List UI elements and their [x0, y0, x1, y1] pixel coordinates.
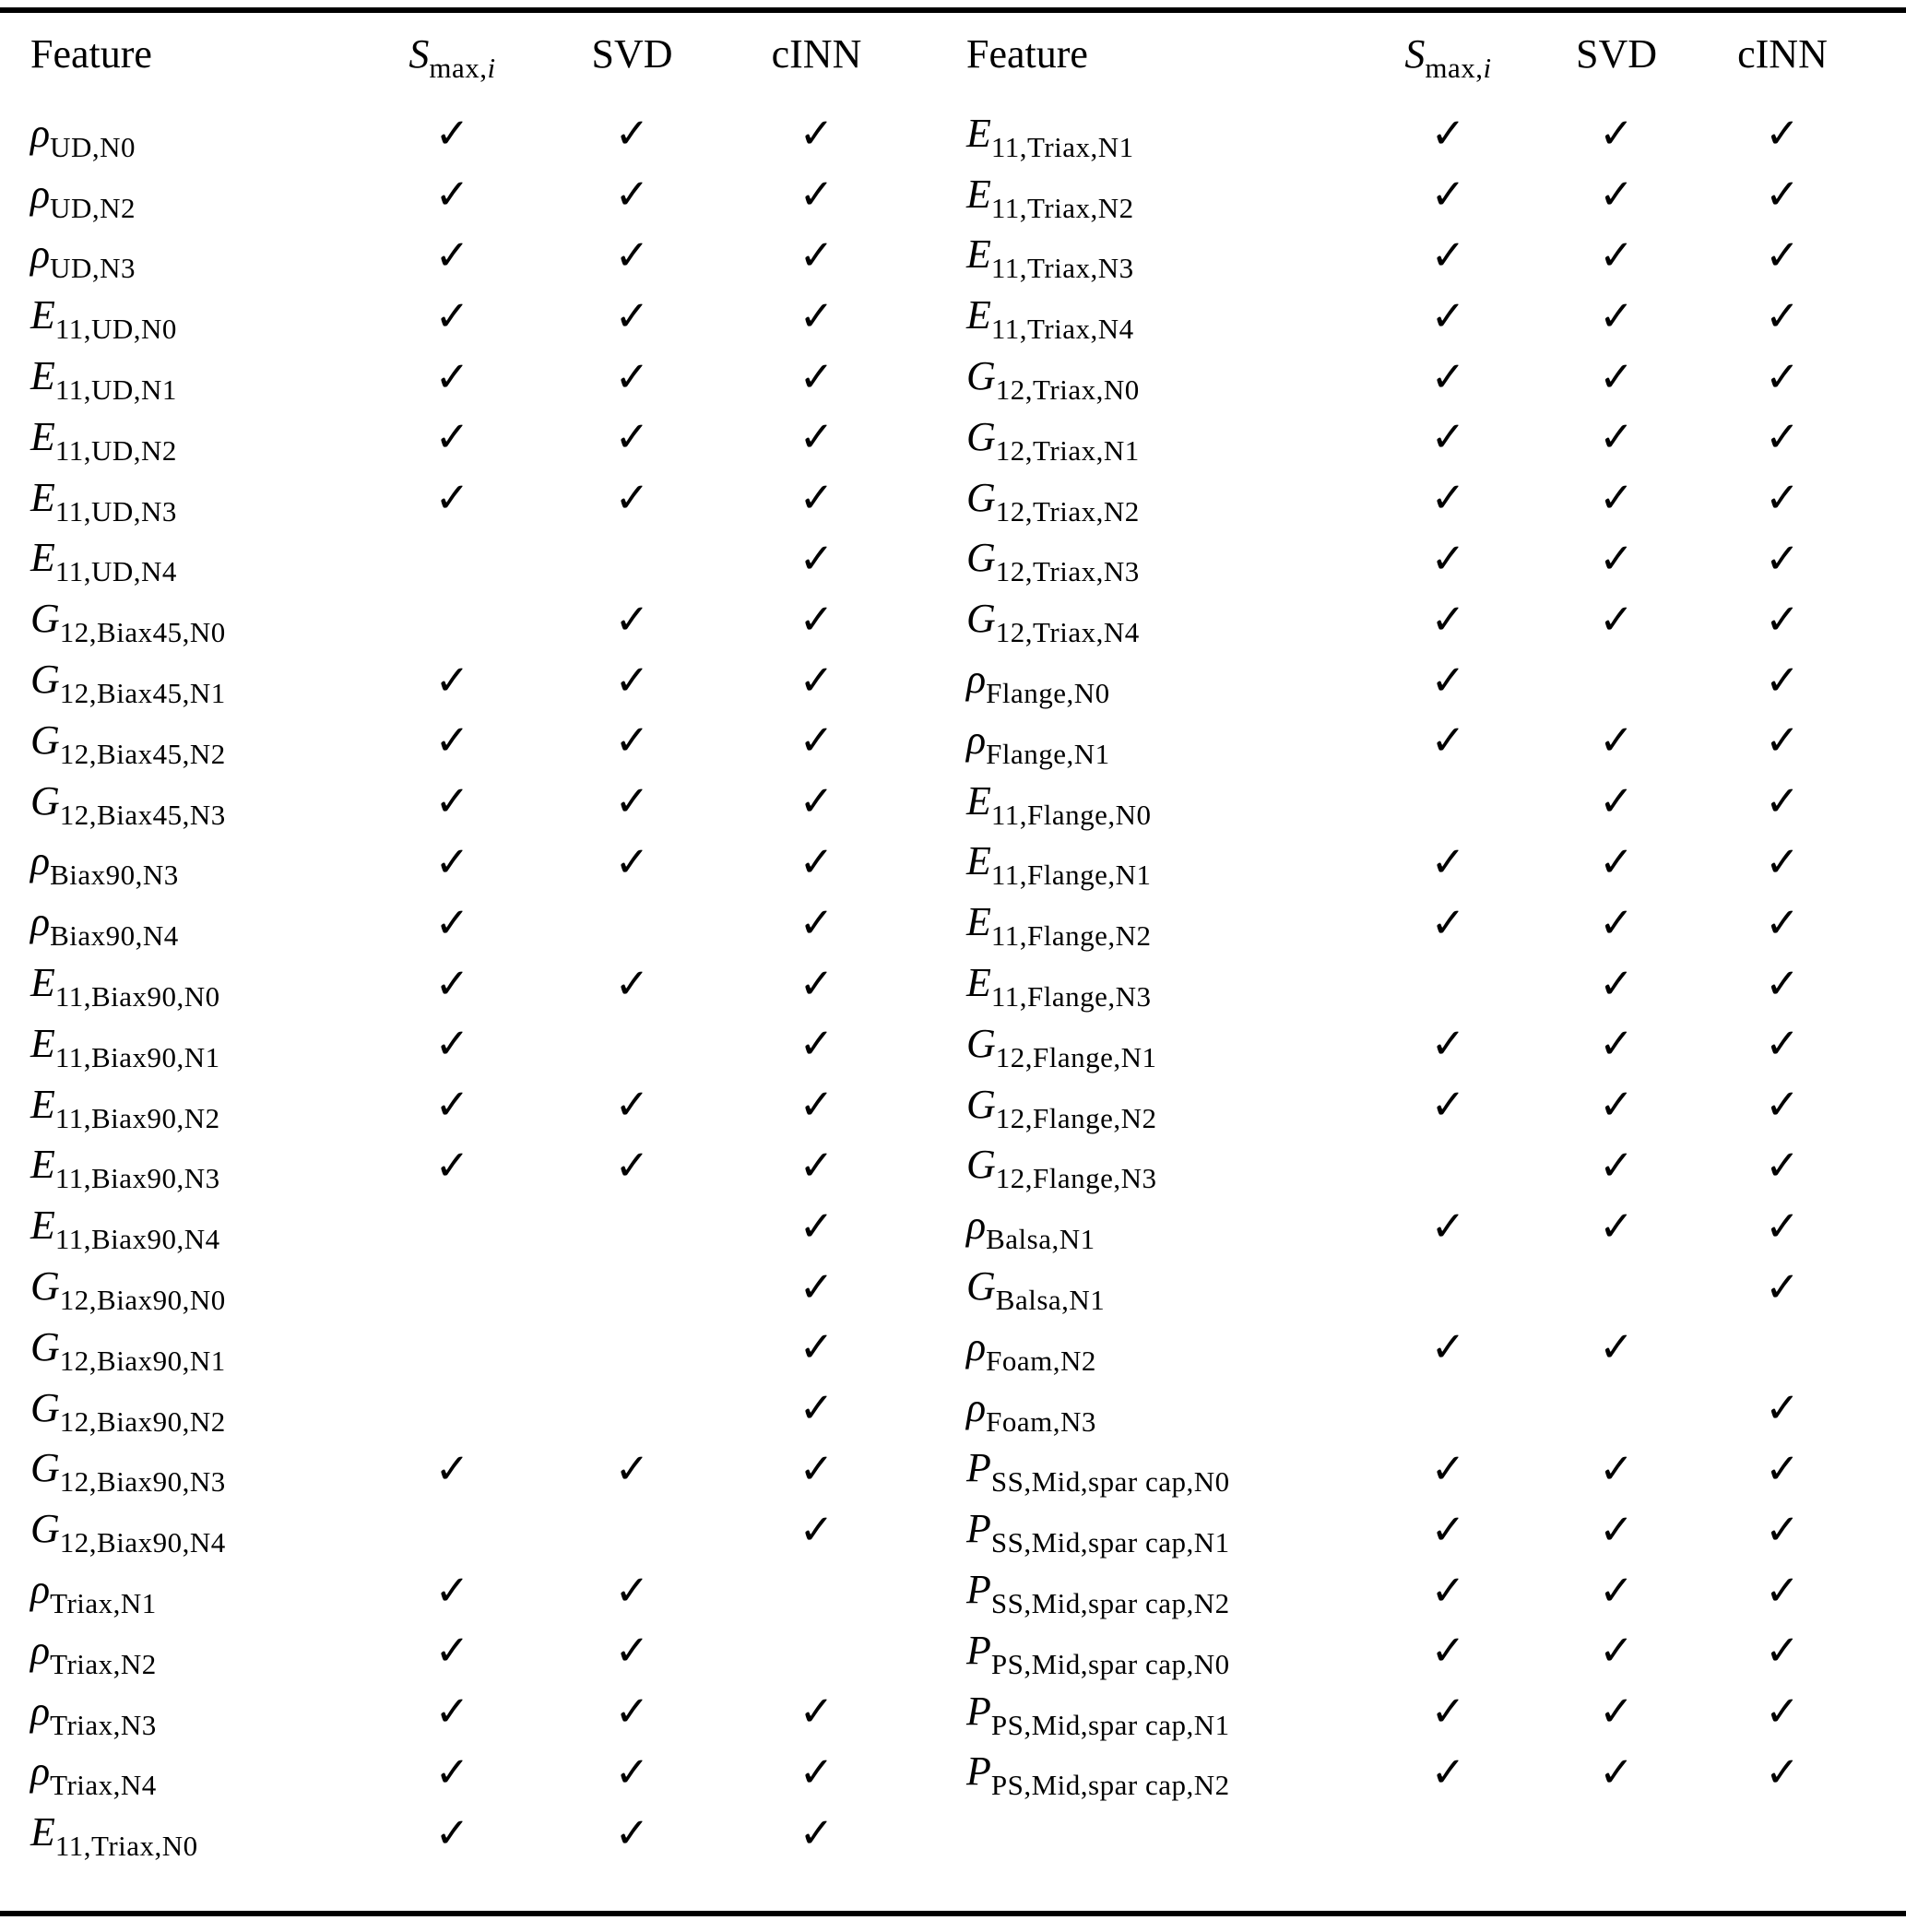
checkmark-smax: ✓: [434, 473, 470, 523]
table-row: [966, 1135, 1906, 1196]
feature-label: $\rho_{UD,N3}$: [30, 231, 136, 285]
checkmark-svd: ✓: [1599, 958, 1634, 1008]
checkmark-cinn: ✓: [1765, 1626, 1800, 1676]
checkmark-smax: ✓: [434, 776, 470, 826]
feature-label: $P_{PS,Mid,spar cap,N1}$: [966, 1688, 1230, 1741]
feature-label: $\rho_{Foam,N3}$: [966, 1384, 1096, 1438]
checkmark-svd: ✓: [1599, 1140, 1634, 1190]
table-row: [30, 1074, 953, 1135]
table-row: [30, 407, 953, 468]
checkmark-cinn: ✓: [799, 1383, 835, 1433]
checkmark-smax: ✓: [1430, 716, 1466, 765]
checkmark-svd: ✓: [1599, 716, 1634, 765]
checkmark-smax: ✓: [1430, 1201, 1466, 1250]
table-row: [966, 285, 1906, 346]
checkmark-svd: ✓: [614, 412, 650, 462]
checkmark-smax: ✓: [434, 836, 470, 886]
table-row: [30, 892, 953, 953]
table-row: [966, 1317, 1906, 1378]
feature-label: $G_{12,Triax,N4}$: [966, 596, 1140, 649]
checkmark-smax: ✓: [1430, 836, 1466, 886]
checkmark-smax: ✓: [434, 1687, 470, 1736]
checkmark-cinn: ✓: [1765, 1747, 1800, 1796]
checkmark-cinn: ✓: [799, 1322, 835, 1372]
checkmark-svd: ✓: [614, 1808, 650, 1857]
table-row: [966, 1195, 1906, 1256]
table-row: [30, 1135, 953, 1196]
table-row: [966, 1074, 1906, 1135]
checkmark-smax: ✓: [434, 109, 470, 159]
feature-label: $P_{SS,Mid,spar cap,N2}$: [966, 1567, 1230, 1620]
checkmark-smax: ✓: [1430, 351, 1466, 401]
feature-label: $G_{12,Biax90,N1}$: [30, 1323, 226, 1377]
feature-label: $P_{PS,Mid,spar cap,N0}$: [966, 1627, 1230, 1680]
checkmark-cinn: ✓: [1765, 958, 1800, 1008]
checkmark-svd: ✓: [614, 1080, 650, 1130]
checkmark-cinn: ✓: [1765, 170, 1800, 219]
table-row: [966, 771, 1906, 832]
checkmark-svd: ✓: [614, 836, 650, 886]
checkmark-svd: ✓: [1599, 1687, 1634, 1736]
feature-label: $E_{11,UD,N4}$: [30, 535, 177, 588]
table-row: [966, 588, 1906, 649]
checkmark-svd: ✓: [614, 109, 650, 159]
feature-label: $\rho_{Triax,N3}$: [30, 1688, 157, 1741]
checkmark-cinn: ✓: [1765, 1140, 1800, 1190]
checkmark-svd: ✓: [1599, 473, 1634, 523]
checkmark-smax: ✓: [434, 351, 470, 401]
feature-group-right: [953, 103, 1906, 1863]
checkmark-svd: ✓: [614, 1747, 650, 1796]
checkmark-cinn: ✓: [1765, 351, 1800, 401]
feature-label: $E_{11,Biax90,N4}$: [30, 1203, 220, 1256]
table-row: [966, 649, 1906, 710]
checkmark-smax: ✓: [1430, 533, 1466, 583]
feature-label: $E_{11,Flange,N0}$: [966, 777, 1152, 831]
checkmark-svd: ✓: [1599, 1626, 1634, 1676]
feature-label: $E_{11,Triax,N4}$: [966, 292, 1134, 346]
checkmark-svd: ✓: [614, 776, 650, 826]
checkmark-svd: ✓: [1599, 170, 1634, 219]
header-group-left: [0, 13, 953, 95]
table-header: [0, 13, 1906, 95]
checkmark-svd: ✓: [1599, 351, 1634, 401]
table-row: [30, 164, 953, 225]
checkmark-smax: ✓: [1430, 1626, 1466, 1676]
checkmark-smax: ✓: [434, 1626, 470, 1676]
checkmark-cinn: ✓: [799, 412, 835, 462]
checkmark-cinn: ✓: [1765, 594, 1800, 644]
feature-label: $\rho_{UD,N0}$: [30, 110, 136, 163]
checkmark-cinn: ✓: [1765, 897, 1800, 947]
feature-label: $G_{12,Biax45,N0}$: [30, 596, 226, 649]
checkmark-smax: ✓: [1430, 230, 1466, 279]
checkmark-smax: ✓: [1430, 290, 1466, 340]
checkmark-cinn: ✓: [799, 1504, 835, 1554]
table-row: [30, 285, 953, 346]
table-row: [30, 771, 953, 832]
table-row: [30, 649, 953, 710]
table-row: [966, 1681, 1906, 1742]
feature-label: $E_{11,UD,N1}$: [30, 353, 177, 407]
column-header-svd: SVD: [1575, 30, 1658, 77]
checkmark-svd: ✓: [614, 351, 650, 401]
checkmark-smax: ✓: [434, 1443, 470, 1493]
feature-label: $P_{PS,Mid,spar cap,N2}$: [966, 1748, 1230, 1802]
checkmark-smax: ✓: [434, 230, 470, 279]
checkmark-smax: ✓: [1430, 1504, 1466, 1554]
feature-label: $E_{11,Biax90,N2}$: [30, 1081, 220, 1134]
checkmark-cinn: ✓: [799, 594, 835, 644]
checkmark-smax: ✓: [434, 290, 470, 340]
header-row: [966, 13, 1906, 95]
checkmark-cinn: ✓: [1765, 1504, 1800, 1554]
checkmark-svd: ✓: [1599, 1443, 1634, 1493]
checkmark-cinn: ✓: [1765, 1080, 1800, 1130]
checkmark-cinn: ✓: [1765, 836, 1800, 886]
checkmark-smax: ✓: [1430, 1322, 1466, 1372]
checkmark-smax: ✓: [434, 170, 470, 219]
checkmark-cinn: ✓: [1765, 109, 1800, 159]
checkmark-svd: ✓: [1599, 836, 1634, 886]
feature-label: $E_{11,Flange,N1}$: [966, 838, 1152, 892]
table-row: [30, 832, 953, 893]
checkmark-svd: ✓: [1599, 109, 1634, 159]
checkmark-smax: ✓: [434, 897, 470, 947]
checkmark-smax: ✓: [434, 1140, 470, 1190]
table-row: [966, 1439, 1906, 1499]
checkmark-smax: ✓: [1430, 473, 1466, 523]
header-row: [30, 13, 953, 95]
checkmark-svd: ✓: [1599, 1504, 1634, 1554]
feature-label: $\rho_{Biax90,N3}$: [30, 838, 179, 892]
table-row: [30, 528, 953, 589]
checkmark-svd: ✓: [614, 290, 650, 340]
checkmark-cinn: ✓: [1765, 1383, 1800, 1433]
feature-label: $G_{Balsa,N1}$: [966, 1263, 1106, 1317]
feature-label: $G_{12,Biax90,N0}$: [30, 1263, 226, 1317]
checkmark-cinn: ✓: [1765, 1019, 1800, 1069]
checkmark-svd: ✓: [614, 716, 650, 765]
feature-label: $E_{11,Triax,N1}$: [966, 110, 1134, 163]
feature-label: $E_{11,Triax,N2}$: [966, 171, 1134, 224]
feature-label: $\rho_{Triax,N2}$: [30, 1627, 157, 1680]
checkmark-cinn: ✓: [1765, 1443, 1800, 1493]
table-row: [30, 1620, 953, 1681]
checkmark-cinn: ✓: [1765, 1201, 1800, 1250]
feature-label: $\rho_{Triax,N1}$: [30, 1567, 157, 1620]
checkmark-cinn: ✓: [799, 1201, 835, 1250]
table-row: [966, 1256, 1906, 1317]
checkmark-svd: ✓: [614, 1140, 650, 1190]
checkmark-svd: ✓: [614, 1687, 650, 1736]
feature-label: $G_{12,Biax45,N1}$: [30, 657, 226, 710]
checkmark-cinn: ✓: [799, 1808, 835, 1857]
column-header-feature: Feature: [30, 30, 152, 77]
checkmark-svd: ✓: [614, 594, 650, 644]
checkmark-smax: ✓: [1430, 655, 1466, 705]
checkmark-smax: ✓: [434, 958, 470, 1008]
checkmark-smax: ✓: [1430, 109, 1466, 159]
checkmark-smax: ✓: [1430, 1080, 1466, 1130]
feature-label: $E_{11,Flange,N2}$: [966, 899, 1152, 953]
feature-label: $G_{12,Biax90,N2}$: [30, 1384, 226, 1438]
table-row: [30, 1499, 953, 1559]
checkmark-cinn: ✓: [1765, 1565, 1800, 1615]
checkmark-cinn: ✓: [1765, 230, 1800, 279]
table-row: [966, 407, 1906, 468]
checkmark-svd: ✓: [1599, 533, 1634, 583]
checkmark-smax: ✓: [434, 412, 470, 462]
feature-label: $E_{11,Biax90,N0}$: [30, 960, 220, 1013]
feature-label: $\rho_{Foam,N2}$: [966, 1323, 1096, 1377]
feature-label: $E_{11,Biax90,N1}$: [30, 1020, 220, 1073]
checkmark-smax: ✓: [434, 1808, 470, 1857]
table-row: [966, 1013, 1906, 1074]
checkmark-smax: ✓: [1430, 594, 1466, 644]
column-header-svd: SVD: [591, 30, 673, 77]
checkmark-svd: ✓: [614, 655, 650, 705]
checkmark-smax: ✓: [1430, 1565, 1466, 1615]
checkmark-svd: ✓: [1599, 1322, 1634, 1372]
checkmark-smax: ✓: [1430, 1747, 1466, 1796]
checkmark-cinn: ✓: [799, 1262, 835, 1311]
checkmark-svd: ✓: [1599, 594, 1634, 644]
table-row: [966, 1559, 1906, 1620]
table-row: [30, 225, 953, 286]
checkmark-smax: ✓: [434, 655, 470, 705]
feature-group-left: [0, 103, 953, 1863]
checkmark-cinn: ✓: [1765, 655, 1800, 705]
checkmark-cinn: ✓: [799, 655, 835, 705]
checkmark-svd: ✓: [1599, 1565, 1634, 1615]
checkmark-smax: ✓: [1430, 412, 1466, 462]
checkmark-smax: ✓: [1430, 897, 1466, 947]
table-row: [30, 1681, 953, 1742]
column-header-smax: $S_{max,i}$: [1404, 30, 1492, 84]
checkmark-cinn: ✓: [1765, 533, 1800, 583]
checkmark-cinn: ✓: [799, 473, 835, 523]
table-row: [966, 1499, 1906, 1559]
column-header-cinn: cINN: [771, 30, 862, 77]
table-row: [30, 1439, 953, 1499]
checkmark-cinn: ✓: [1765, 776, 1800, 826]
checkmark-cinn: ✓: [799, 897, 835, 947]
table-row: [30, 953, 953, 1013]
table-row: [30, 1195, 953, 1256]
feature-label: $G_{12,Triax,N1}$: [966, 413, 1140, 467]
checkmark-cinn: ✓: [1765, 1262, 1800, 1311]
checkmark-cinn: ✓: [799, 230, 835, 279]
checkmark-cinn: ✓: [799, 1687, 835, 1736]
checkmark-cinn: ✓: [799, 290, 835, 340]
table-row: [30, 1742, 953, 1803]
table-row: [966, 468, 1906, 528]
table-row: [30, 1378, 953, 1439]
checkmark-svd: ✓: [614, 170, 650, 219]
checkmark-svd: ✓: [1599, 897, 1634, 947]
feature-label: $E_{11,UD,N0}$: [30, 292, 177, 346]
feature-label: $G_{12,Flange,N1}$: [966, 1020, 1157, 1073]
checkmark-cinn: ✓: [799, 836, 835, 886]
feature-label: $E_{11,Flange,N3}$: [966, 960, 1152, 1013]
feature-label: $G_{12,Flange,N2}$: [966, 1081, 1157, 1134]
feature-label: $\rho_{UD,N2}$: [30, 171, 136, 224]
table-row: [966, 892, 1906, 953]
checkmark-svd: ✓: [614, 1565, 650, 1615]
feature-label: $G_{12,Biax45,N3}$: [30, 777, 226, 831]
table-row: [966, 1378, 1906, 1439]
feature-label: $\rho_{Triax,N4}$: [30, 1748, 157, 1802]
feature-label: $P_{SS,Mid,spar cap,N1}$: [966, 1506, 1230, 1559]
checkmark-svd: ✓: [614, 473, 650, 523]
checkmark-cinn: ✓: [1765, 1687, 1800, 1736]
checkmark-smax: ✓: [434, 1747, 470, 1796]
bottom-rule: [0, 1911, 1906, 1916]
table-row: [966, 225, 1906, 286]
table-row: [30, 468, 953, 528]
checkmark-smax: ✓: [1430, 170, 1466, 219]
feature-label: $G_{12,Biax45,N2}$: [30, 717, 226, 770]
checkmark-cinn: ✓: [799, 1080, 835, 1130]
table-row: [30, 1802, 953, 1863]
checkmark-cinn: ✓: [1765, 412, 1800, 462]
checkmark-smax: ✓: [434, 1565, 470, 1615]
checkmark-cinn: ✓: [799, 351, 835, 401]
checkmark-smax: ✓: [434, 1019, 470, 1069]
checkmark-smax: ✓: [1430, 1019, 1466, 1069]
header-group-right: [953, 13, 1906, 95]
feature-label: $\rho_{Balsa,N1}$: [966, 1203, 1095, 1256]
feature-label: $E_{11,UD,N2}$: [30, 413, 177, 467]
feature-label: $E_{11,Triax,N3}$: [966, 231, 1134, 285]
table-body: [0, 103, 1906, 1863]
checkmark-svd: ✓: [1599, 776, 1634, 826]
checkmark-svd: ✓: [1599, 1747, 1634, 1796]
table-row: [30, 1317, 953, 1378]
table-row: [966, 346, 1906, 407]
feature-label: $G_{12,Flange,N3}$: [966, 1142, 1157, 1195]
feature-label: $G_{12,Biax90,N4}$: [30, 1506, 226, 1559]
feature-label: $G_{12,Triax,N3}$: [966, 535, 1140, 588]
checkmark-svd: ✓: [1599, 1080, 1634, 1130]
feature-label: $G_{12,Biax90,N3}$: [30, 1445, 226, 1499]
checkmark-svd: ✓: [614, 958, 650, 1008]
checkmark-svd: ✓: [1599, 1201, 1634, 1250]
table-row: [30, 710, 953, 771]
feature-label: $\rho_{Flange,N0}$: [966, 657, 1110, 710]
table-row: [966, 164, 1906, 225]
feature-label: $P_{SS,Mid,spar cap,N0}$: [966, 1445, 1230, 1499]
table-row: [30, 1256, 953, 1317]
table-row: [30, 588, 953, 649]
feature-label: $G_{12,Triax,N2}$: [966, 474, 1140, 527]
checkmark-svd: ✓: [614, 1626, 650, 1676]
table-row: [966, 832, 1906, 893]
table-row: [966, 710, 1906, 771]
feature-label: $G_{12,Triax,N0}$: [966, 353, 1140, 407]
checkmark-svd: ✓: [1599, 1019, 1634, 1069]
checkmark-cinn: ✓: [799, 170, 835, 219]
checkmark-cinn: ✓: [799, 109, 835, 159]
table-row: [30, 1559, 953, 1620]
checkmark-smax: ✓: [434, 1080, 470, 1130]
checkmark-smax: ✓: [434, 716, 470, 765]
checkmark-cinn: ✓: [1765, 473, 1800, 523]
table-row: [966, 1620, 1906, 1681]
checkmark-svd: ✓: [1599, 412, 1634, 462]
feature-label: $\rho_{Biax90,N4}$: [30, 899, 179, 953]
feature-label: $E_{11,UD,N3}$: [30, 474, 177, 527]
column-header-feature: Feature: [966, 30, 1088, 77]
checkmark-cinn: ✓: [799, 1443, 835, 1493]
feature-label: $\rho_{Flange,N1}$: [966, 717, 1110, 770]
feature-label: $E_{11,Biax90,N3}$: [30, 1142, 220, 1195]
checkmark-cinn: ✓: [799, 1140, 835, 1190]
checkmark-cinn: ✓: [799, 716, 835, 765]
table-row: [966, 528, 1906, 589]
checkmark-smax: ✓: [1430, 1443, 1466, 1493]
table-row: [30, 1013, 953, 1074]
column-header-smax: $S_{max,i}$: [408, 30, 496, 84]
column-header-cinn: cINN: [1737, 30, 1828, 77]
table-row: [30, 346, 953, 407]
checkmark-cinn: ✓: [799, 533, 835, 583]
checkmark-cinn: ✓: [799, 776, 835, 826]
checkmark-cinn: ✓: [799, 1019, 835, 1069]
checkmark-svd: ✓: [1599, 230, 1634, 279]
checkmark-svd: ✓: [614, 230, 650, 279]
checkmark-svd: ✓: [1599, 290, 1634, 340]
feature-label: $E_{11,Triax,N0}$: [30, 1809, 198, 1863]
checkmark-smax: ✓: [1430, 1687, 1466, 1736]
checkmark-cinn: ✓: [1765, 290, 1800, 340]
checkmark-svd: ✓: [614, 1443, 650, 1493]
table-row: [966, 953, 1906, 1013]
checkmark-cinn: ✓: [1765, 716, 1800, 765]
checkmark-cinn: ✓: [799, 1747, 835, 1796]
table-row: [30, 103, 953, 164]
table-row: [966, 103, 1906, 164]
checkmark-cinn: ✓: [799, 958, 835, 1008]
table-row: [966, 1742, 1906, 1803]
